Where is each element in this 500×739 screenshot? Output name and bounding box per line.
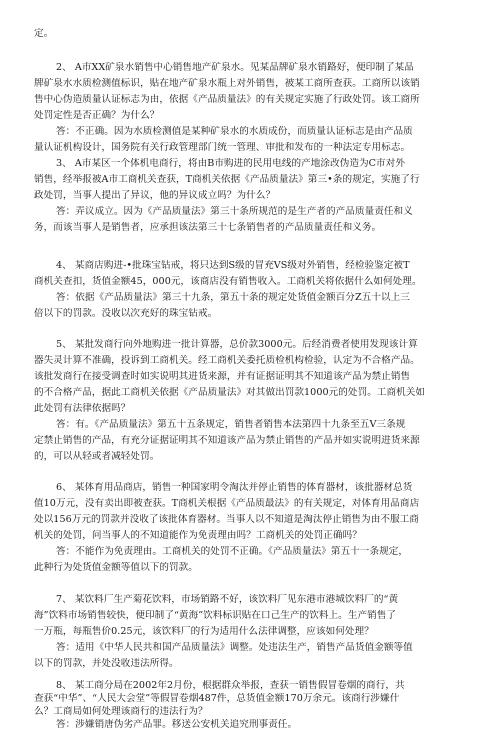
answer-5-line: 答：有。《产品质量法》第五十五条规定，销售者销售本法第四十九条至五V三条规 xyxy=(56,419,406,430)
text-line: 么？工商局如何处理该商行的违法行为？ xyxy=(34,706,208,717)
answer-8-line: 答：涉嫌销唐伪劣产品罪。移送公安机关追究刑事责任。 xyxy=(56,719,298,730)
text-line: 销售，经举报被A市工商机关查获，T商机关依据《产品质量法》第三•条的规定，实施了行 xyxy=(34,174,420,185)
text-line: 政处罚，当事人提出了异议，他的异议成立吗？为什么？ xyxy=(34,190,276,201)
text-line: 此处罚有法律依据吗？ xyxy=(34,403,131,414)
text-line: 机关的处罚，问当事人的不知道能作为免责理由吗？工商机关的处罚正确吗？ xyxy=(34,530,362,541)
text-line: 器失灵计算不准确，投诉到工商机关。经工商机关委托质检机构检验，认定为不合格产品。 xyxy=(34,355,420,366)
text-line: 此种行为处货值金额等值以下的罚款。 xyxy=(34,562,198,573)
text-line: 海”饮料市场销售较快，便印制了“黄海”饮料标识贴在口己生产的饮料上。生产销售了 xyxy=(34,610,397,621)
text-line: 处以156万元的罚款并没收了该批体育器材。当事人以不知道是淘汰停止销售为由不服工商 xyxy=(34,514,419,525)
text-line: 售中心伪造质量认证标志为由，依据《产品质量法》的有关规定实施了行政处罚。该工商所 xyxy=(34,94,420,105)
text-line: 处罚定性是否正确？为什么？ xyxy=(34,110,160,121)
text-line: 的不合格产品，据此工商机关依据《产品质量法》对其做出罚款1000元的处罚。工商机关如 xyxy=(34,387,426,398)
text-line: 定禁止销售的产品，有充分证据证明其不知道该产品为禁止销售的产品并如实说明进货来源 xyxy=(34,435,420,446)
text-line: 值10万元，没有卖出即被查获。T商机关根据《产品质最法》的有关规定，对体育用品商店 xyxy=(34,498,420,509)
answer-6-line: 答：不能作为免责理由。工商机关的处罚不正确。《产品质量法》第五十一条规定， xyxy=(56,546,409,557)
answer-2-line: 答：不正确。因为水质检测值是某种矿泉水的水质成份，而质量认证标志是由产品质 xyxy=(56,126,413,137)
text-line: 查获“中华”、“人民大会堂”等假冒卷烟487件，总货值金额170万余元。该商行涉嫌什 xyxy=(34,693,400,704)
question-3-line: 3、 A市某区一个体机电商行，将由B市购进的民用电线的产地涂改伪造为C市对外 xyxy=(56,158,405,169)
question-2-line: 2、 A市XX矿泉水销售中心销售地产矿泉水。见某品牌矿泉水销路好，便印制了某品 xyxy=(56,62,414,73)
question-7-line: 7、 某饮料厂生产菊花饮料，市场销路不好，该饮料厂见东港市港城饮料厂的“黄 xyxy=(56,594,399,605)
text-line: 倍以下的罚款。没收以次充好的珠宝钻戒。 xyxy=(34,308,218,319)
text-line: 量认证机构设计，国务院有关行政管理部门统一管理、审批和发布的一种法定专用标志。 xyxy=(34,142,411,153)
text-line: 定。 xyxy=(34,28,54,39)
question-4-line: 4、 某商店购进-•批珠宝钻戒，将只达到S级的冒充VS级对外销售，经检验鉴定被T xyxy=(56,260,410,271)
text-line: 以下的罚款，并处没收违法所得。 xyxy=(34,658,179,669)
question-8-line: 8、 某工商分局在2002年2月份，根据群众举报，查获一销售假冒卷烟的商行，共 xyxy=(56,680,405,691)
text-line: 的，可以从轻或者减轻处罚。 xyxy=(34,451,160,462)
text-line: 牌矿泉水水质检测值标识，贴在地产矿泉水瓶上对外销售，被某工商所查获。工商所以该销 xyxy=(34,78,420,89)
text-line: 务，而该当事人是销售者，应承担该法第三十七条销售者的产品质量责任和义务。 xyxy=(34,222,382,233)
answer-3-line: 答：弄议成立。因为《产品质量法》第三十条所规范的是生产者的产品质量责任和义 xyxy=(56,206,413,217)
answer-4-line: 答：依据《产品质量法》第三十九条，第五十条的规定处货值金额百分Z五十以上三 xyxy=(56,292,410,303)
text-line: 商机关查扣，货值金额45，000元，该商店没有销售收入。工商机关将依据什么如何处理。 xyxy=(34,276,422,287)
question-5-line: 5、 某批发商行向外地购进一批计算器，总价款3000元。后经消费者使用发现该计算 xyxy=(56,339,418,350)
text-line: 该批发商行在接受调查时如实说明其进货来源，并有证据证明其不知道该产品为禁止销售 xyxy=(34,371,411,382)
text-line: 一万瓶，每瓶售价0.25元，该饮料厂的行为适用什么法律调整，应该如何处理？ xyxy=(34,626,374,637)
answer-7-line: 答：适用《中华人民共和国产品质量法》调整。处违法生产，销售产品货值金额等值 xyxy=(56,642,413,653)
question-6-line: 6、 某体育用品商店，销售一种国家明令淘汰并停止销售的体育器材，该批器材总货 xyxy=(56,482,413,493)
